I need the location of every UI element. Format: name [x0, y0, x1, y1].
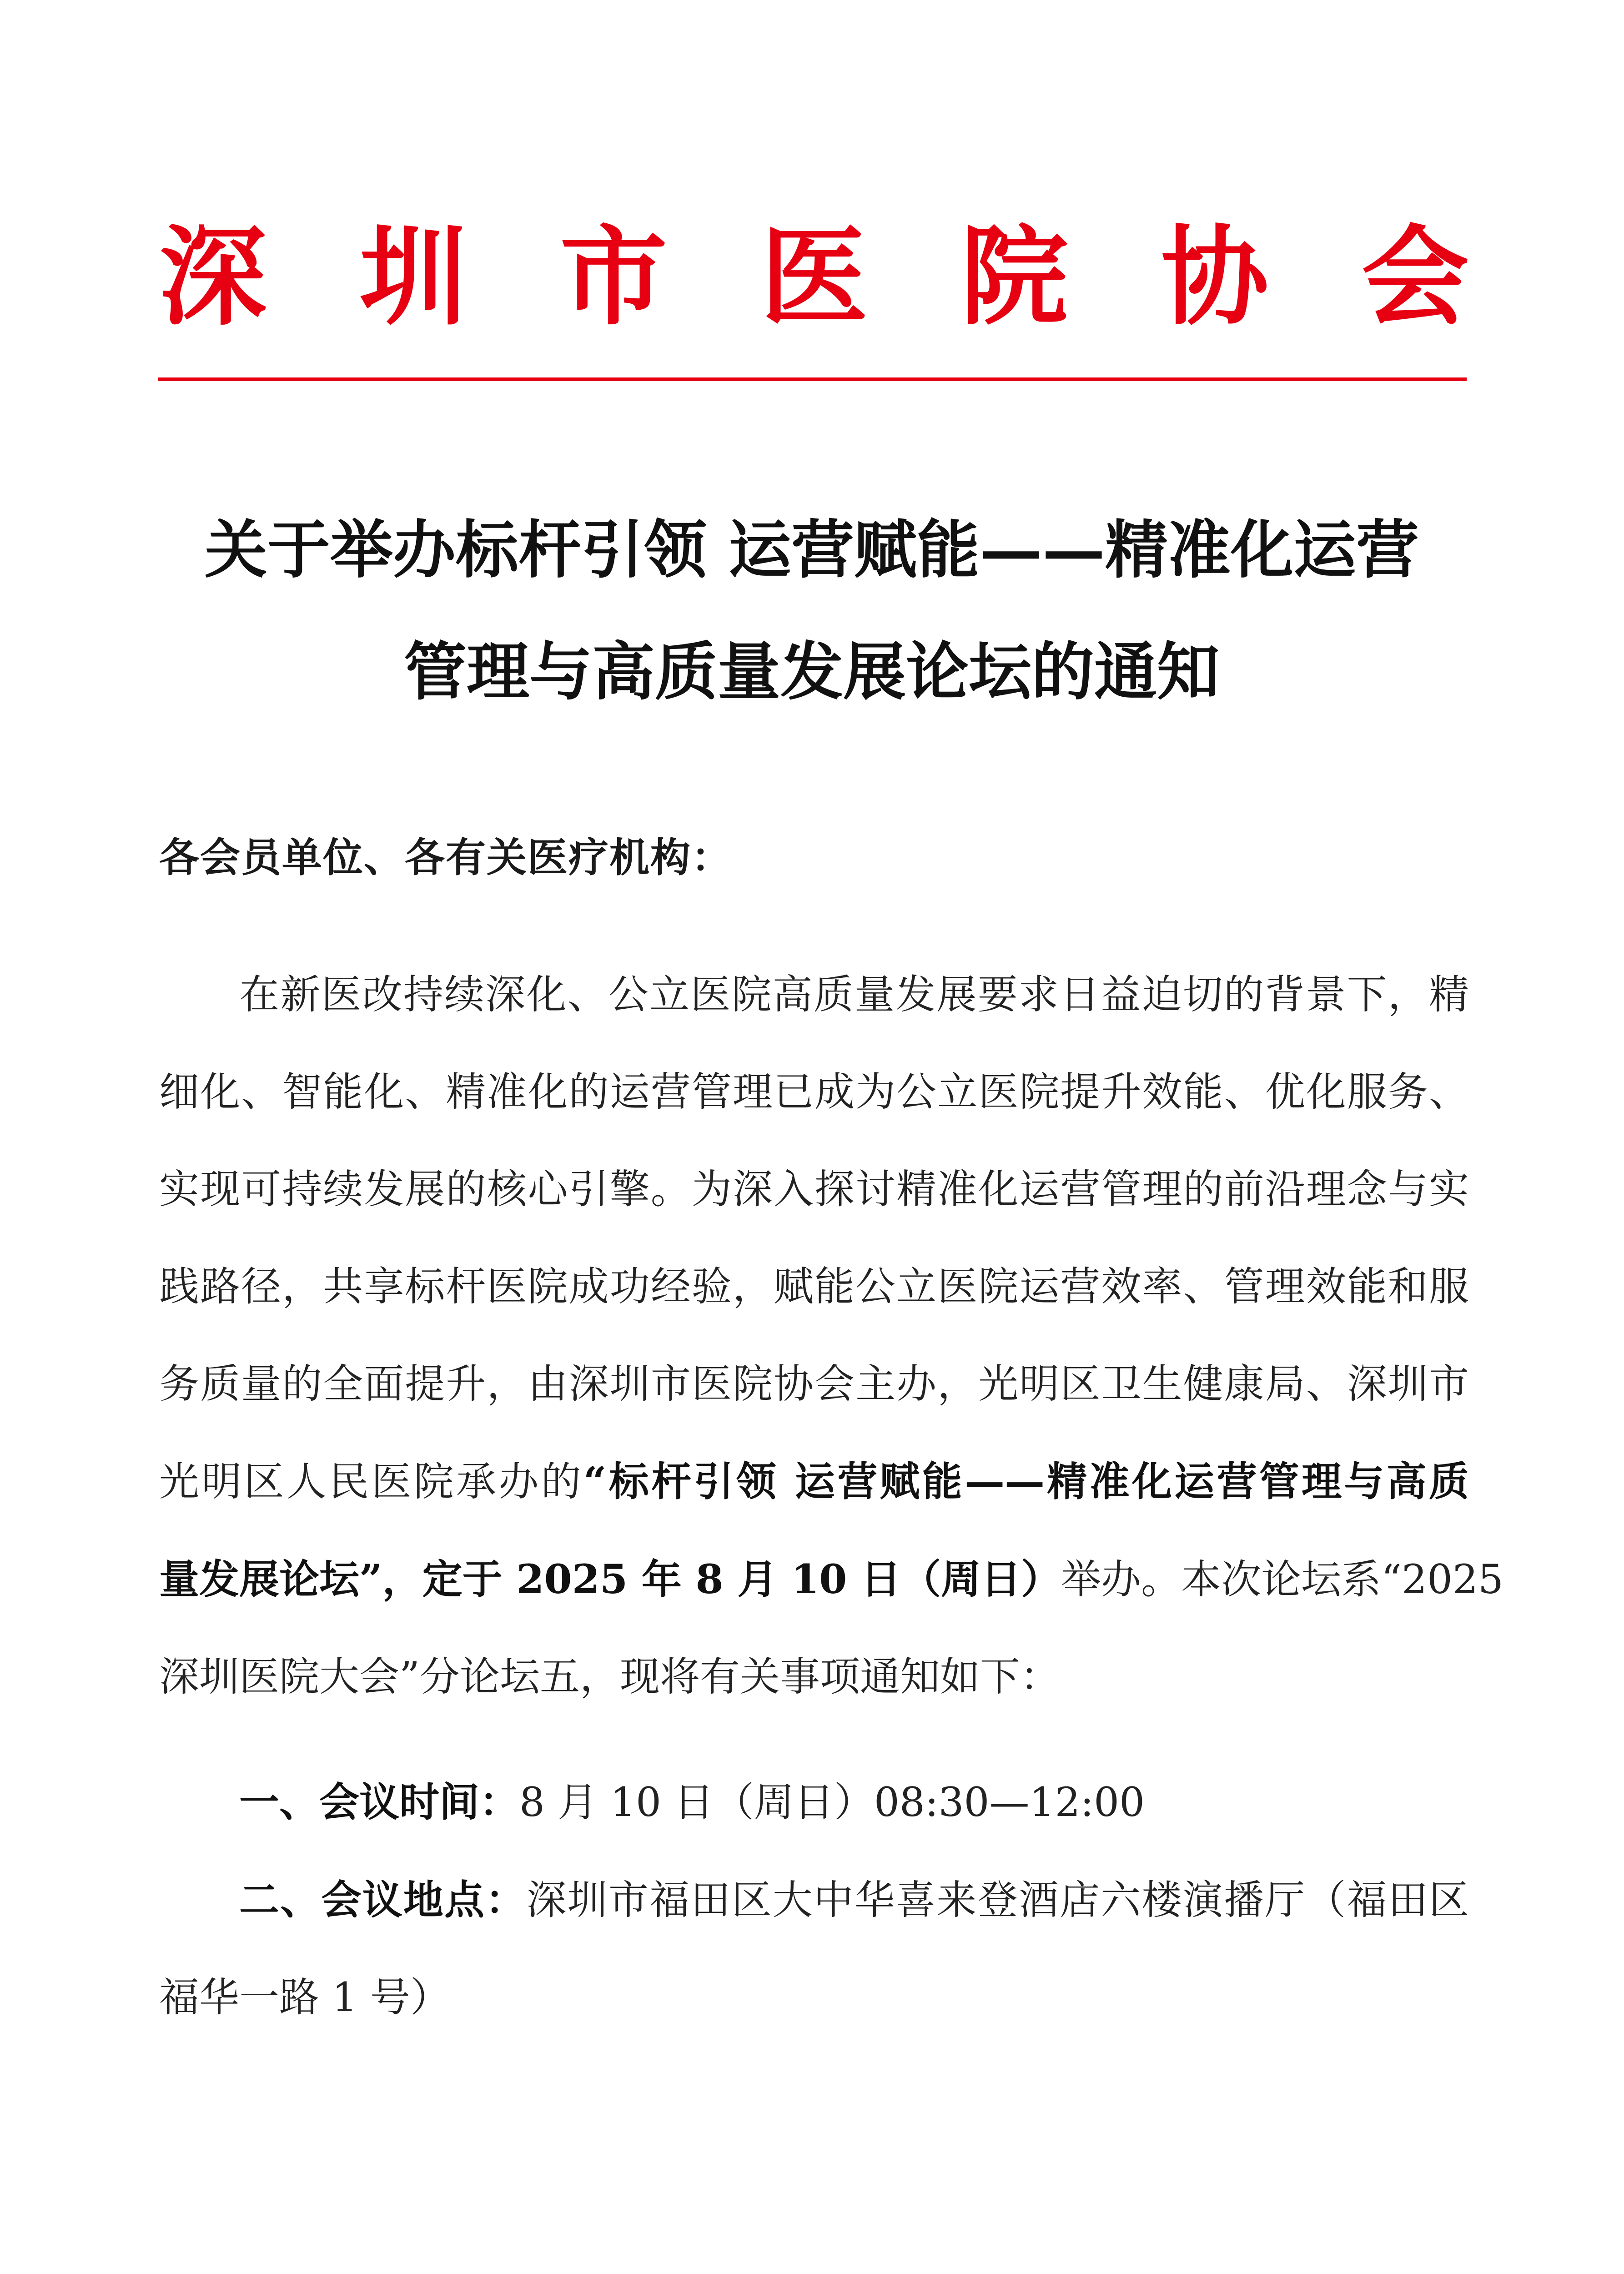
letterhead — [159, 215, 1469, 340]
letterhead-char: 市 — [560, 215, 668, 340]
body-paragraph — [159, 946, 1504, 1726]
letterhead-char: 医 — [760, 215, 868, 340]
meeting-time-value: 8 月 10 日（周日）08:30—12:00 — [519, 1779, 1145, 1826]
body-line — [159, 1530, 1504, 1628]
body-line: 细化、智能化、精准化的运营管理已成为公立医院提升效能、优化服务、 — [159, 1068, 1469, 1115]
item-line — [159, 1851, 1469, 1949]
meeting-place-label: 二、会议地点： — [239, 1876, 527, 1923]
meeting-time-label: 一、会议时间： — [239, 1778, 520, 1826]
meeting-place-value: 深圳市福田区大中华喜来登酒店六楼演播厅（福田区 — [526, 1877, 1469, 1923]
meeting-time-item — [159, 1753, 1469, 1851]
body-line: 深圳医院大会”分论坛五，现将有关事项通知如下： — [159, 1653, 1060, 1700]
body-line: 在新医改持续深化、公立医院高质量发展要求日益迫切的背景下，精 — [239, 971, 1469, 1018]
item-line — [159, 1753, 1469, 1851]
letterhead-divider — [158, 377, 1467, 381]
body-line — [159, 1433, 1469, 1530]
letterhead-char: 院 — [960, 215, 1068, 340]
letterhead-char: 协 — [1161, 215, 1269, 340]
salutation: 各会员单位、各有关医疗机构： — [159, 834, 733, 881]
meeting-place-item — [159, 1851, 1469, 2046]
body-text: 举办。本次论坛系“2025 — [1061, 1556, 1504, 1603]
forum-date-bold: 量发展论坛”，定于 2025 年 8 月 10 日（周日） — [159, 1555, 1061, 1603]
letterhead-char: 圳 — [359, 215, 467, 340]
document-title — [150, 489, 1473, 733]
title-line-1: 关于举办标杆引领 运营赋能——精准化运营 — [204, 513, 1419, 587]
letterhead-char: 深 — [159, 215, 267, 340]
body-line: 务质量的全面提升，由深圳市医院协会主办，光明区卫生健康局、深圳市 — [159, 1360, 1469, 1407]
body-text: 光明区人民医院承办的 — [159, 1458, 583, 1505]
item-line: 福华一路 1 号） — [159, 1974, 450, 2021]
body-line: 实现可持续发展的核心引擎。为深入探讨精准化运营管理的前沿理念与实 — [159, 1166, 1469, 1212]
body-line: 践路径，共享标杆医院成功经验，赋能公立医院运营效率、管理效能和服 — [159, 1263, 1469, 1310]
title-line-2: 管理与高质量发展论坛的通知 — [403, 634, 1220, 709]
forum-name-bold: “标杆引领 运营赋能——精准化运营管理与高质 — [583, 1458, 1469, 1505]
letterhead-char: 会 — [1361, 215, 1469, 340]
